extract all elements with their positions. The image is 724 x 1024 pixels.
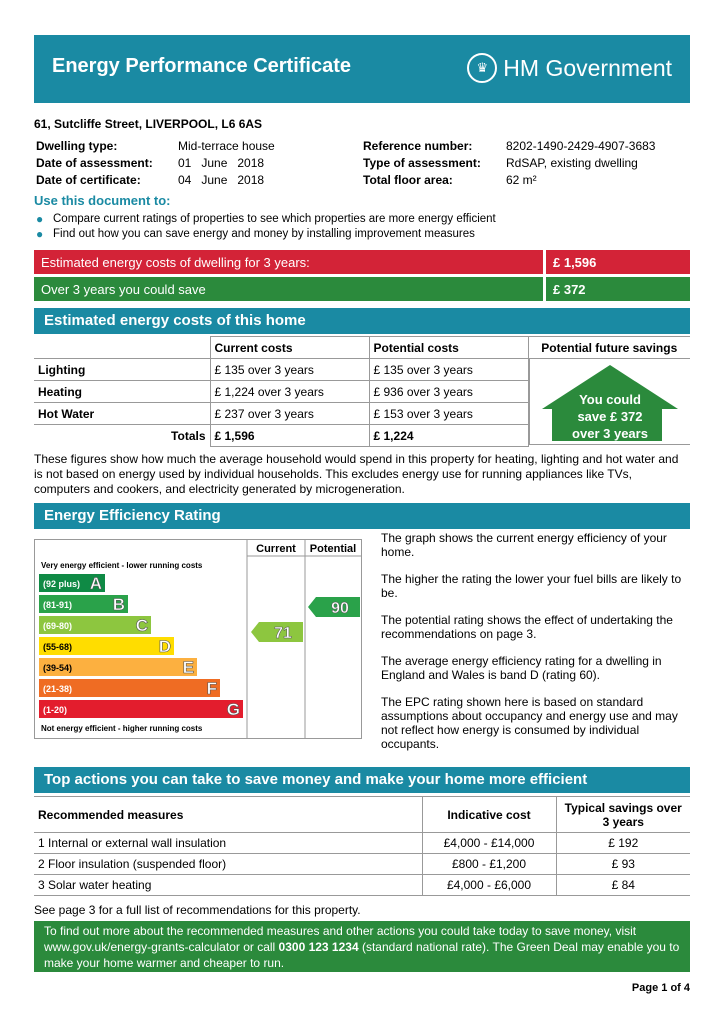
table-row: 3 Solar water heating £4,000 - £6,000 £ 84 (34, 875, 690, 896)
list-item: ● Compare current ratings of properties to see which properties are more energy efficient (36, 212, 496, 226)
rating-band-range: (92 plus) (43, 579, 81, 589)
table-header-row (34, 337, 690, 359)
floor-area-value: 62 m² (506, 173, 537, 187)
rating-band-letter: F (206, 679, 217, 698)
rating-paragraph: The graph shows the current energy efficiency of your home. (381, 531, 667, 559)
table-row: 2 Floor insulation (suspended floor) £800 - £1,200 £ 93 (34, 854, 690, 875)
use-document-list (36, 212, 496, 242)
assessment-date-label: Date of assessment: (36, 156, 153, 170)
actions-section-title: Top actions you can take to save money and make your home more efficient (34, 767, 690, 793)
bullet-icon: ● (36, 212, 44, 226)
page-title: Energy Performance Certificate (52, 55, 352, 77)
savings-bar (34, 277, 690, 301)
rating-graph (35, 540, 361, 738)
savings-line-1: You could (579, 392, 641, 407)
rating-paragraph: The higher the rating the lower your fuel bills are likely to be. (381, 572, 682, 600)
estimated-cost-label: Estimated energy costs of dwelling for 3 years: (34, 250, 543, 274)
table-header-potential: Potential costs (369, 337, 528, 359)
potential-column-header: Potential (309, 543, 357, 555)
page-header (34, 35, 690, 103)
hm-government-label: HM Government (503, 54, 672, 81)
rating-paragraph: The average energy efficiency rating for a dwelling in England and Wales is band D (rating 60). (381, 654, 662, 682)
rating-band-letter: G (226, 700, 240, 719)
phone-number: 0300 123 1234 (278, 940, 359, 954)
current-column-header: Current (256, 543, 296, 555)
potential-rating-value: 90 (331, 600, 349, 617)
rating-band-letter: B (112, 595, 125, 614)
recommended-measures-table (34, 796, 690, 896)
savings-label: Over 3 years you could save (34, 277, 543, 301)
rating-band-g (39, 700, 243, 718)
more-info-text: To find out more about the recommended measures and other actions you could take today to save money, visit www.gov.uk/energy-grants-calculator or call (44, 924, 637, 954)
rating-band-range: (55-68) (43, 642, 73, 652)
estimated-cost-bar (34, 250, 690, 274)
current-rating-value: 71 (274, 625, 292, 642)
see-page-note: See page 3 for a full list of recommendations for this property. (34, 903, 361, 917)
dwelling-type-label: Dwelling type: (36, 139, 118, 153)
savings-house-arrow (530, 359, 691, 445)
rating-band-letter: E (182, 658, 194, 677)
more-info-text-end: (standard national rate). The Green Deal may enable you to make your home warmer and cheaper to run. (44, 940, 680, 970)
savings-value: £ 372 (546, 277, 690, 301)
top-efficiency-label: Very energy efficient - lower running costs (41, 561, 203, 570)
table-row: Hot Water £ 237 over 3 years £ 153 over 3 years (34, 403, 690, 425)
reference-number-label: Reference number: (363, 139, 473, 153)
bottom-efficiency-label: Not energy efficient - higher running costs (41, 724, 203, 733)
savings-line-3: over 3 years (572, 426, 648, 441)
table-row: Lighting £ 135 over 3 years £ 135 over 3 years (34, 359, 690, 381)
page-number: Page 1 of 4 (631, 982, 690, 994)
table-header-row (34, 797, 690, 833)
efficiency-rating-chart (34, 539, 362, 739)
rating-explanation (381, 531, 690, 764)
rating-band-range: (69-80) (43, 621, 73, 631)
list-item: ● Find out how you can save energy and money by installing improvement measures (36, 227, 475, 241)
savings-line-2: save £ 372 (577, 409, 643, 424)
assessment-type-value: RdSAP, existing dwelling (506, 156, 638, 170)
rating-bands (39, 574, 243, 719)
rating-band-range: (39-54) (43, 663, 73, 673)
rating-paragraph: The potential rating shows the effect of undertaking the recommendations on page 3. (381, 613, 673, 641)
table-row: Heating £ 1,224 over 3 years £ 936 over 3 years (34, 381, 690, 403)
rating-section-title: Energy Efficiency Rating (34, 503, 690, 529)
saving-header: Typical savings over 3 years (556, 797, 690, 833)
rating-band-range: (81-91) (43, 600, 73, 610)
more-info-box (34, 921, 690, 972)
use-document-title: Use this document to: (34, 193, 171, 208)
certificate-date-value: 04 June 2018 (178, 173, 265, 187)
savings-arrow-box (529, 359, 690, 445)
costs-section-title: Estimated energy costs of this home (34, 308, 690, 334)
bullet-icon: ● (36, 227, 44, 241)
totals-row: Totals £ 1,596 £ 1,224 (34, 425, 690, 447)
floor-area-label: Total floor area: (363, 173, 453, 187)
rating-band-range: (21-38) (43, 684, 73, 694)
assessment-type-label: Type of assessment: (363, 156, 481, 170)
assessment-date-value: 01 June 2018 (178, 156, 265, 170)
certificate-date-label: Date of certificate: (36, 173, 141, 187)
dwelling-type-value: Mid-terrace house (178, 139, 275, 153)
rating-band-letter: D (158, 637, 171, 656)
table-row: 1 Internal or external wall insulation £4,000 - £14,000 £ 192 (34, 833, 690, 854)
cost-header: Indicative cost (422, 797, 556, 833)
hm-government-logo (467, 53, 672, 83)
crest-icon: ♛ (467, 53, 497, 83)
rating-band-letter: C (135, 616, 148, 635)
table-header-current: Current costs (210, 337, 369, 359)
rating-paragraph: The EPC rating shown here is based on standard assumptions about occupancy and energy use and may not reflect how energy is consumed by individual occupants. (381, 695, 678, 751)
reference-number-value: 8202-1490-2429-4907-3683 (506, 139, 656, 153)
table-header-blank (34, 337, 210, 359)
rating-band-range: (1-20) (43, 705, 68, 715)
property-address: 61, Sutcliffe Street, LIVERPOOL, L6 6AS (34, 117, 263, 131)
measures-header: Recommended measures (34, 797, 422, 833)
costs-explanation: These figures show how much the average household would spend in this property for heating, lighting and hot water and is not based on energy used by individual households. This excludes energy use for running appliances like TVs, computers and cookers, and electricity generated by microgeneration. (34, 452, 679, 496)
table-header-savings: Potential future savings (528, 337, 690, 359)
estimated-cost-value: £ 1,596 (546, 250, 690, 274)
rating-band-letter: A (89, 574, 102, 593)
